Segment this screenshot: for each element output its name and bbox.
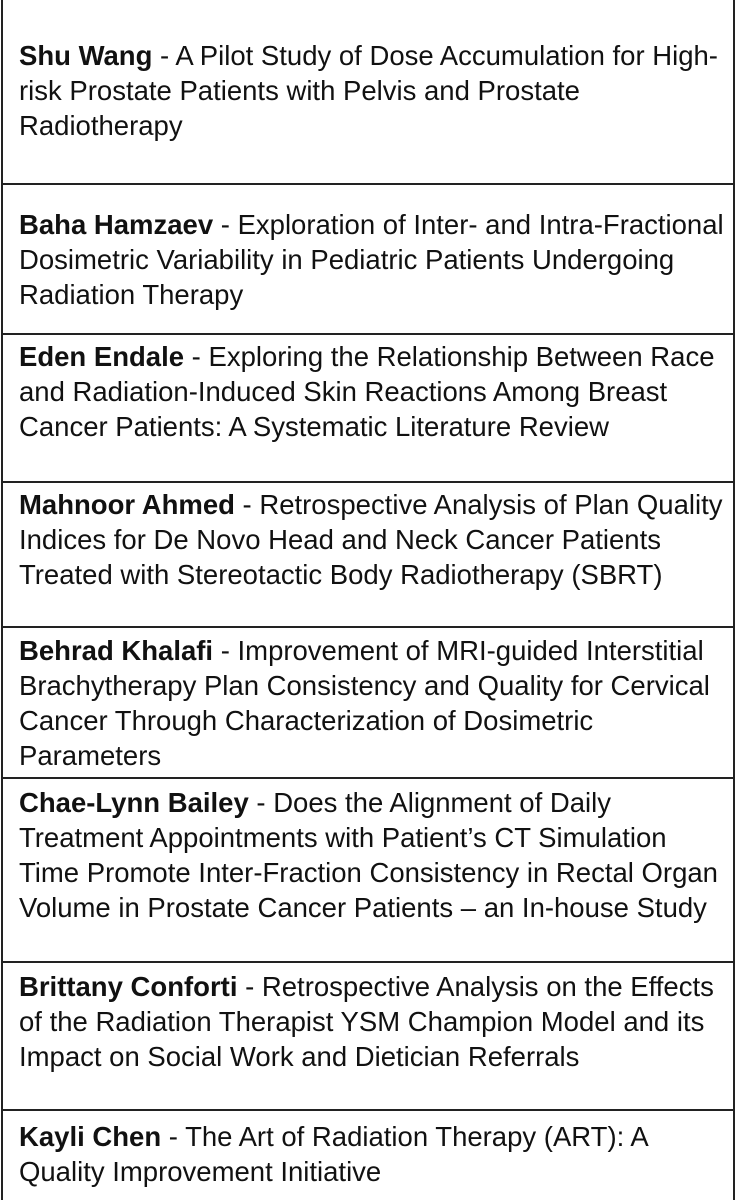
project-title: - The Art of Radiation Therapy (ART): A Quality Improvement Initiative — [19, 1121, 648, 1187]
student-name: Mahnoor Ahmed — [19, 489, 235, 520]
project-title: - Exploration of Inter- and Intra-Fractional Dosimetric Variability in Pediatric Patients Undergoing Radiation Therapy — [19, 209, 724, 310]
project-title: - A Pilot Study of Dose Accumulation for High-risk Prostate Patients with Pelvis and Prostate Radiotherapy — [19, 40, 718, 141]
table-row — [3, 963, 733, 1111]
student-name: Behrad Khalafi — [19, 635, 214, 666]
entry-text — [19, 207, 725, 312]
table-row — [3, 0, 733, 185]
student-name: Baha Hamzaev — [19, 209, 214, 240]
project-title: - Exploring the Relationship Between Race and Radiation-Induced Skin Reactions Among Breast Cancer Patients: A Systematic Literature Review — [19, 341, 715, 442]
student-name: Brittany Conforti — [19, 971, 238, 1002]
project-title: - Retrospective Analysis of Plan Quality Indices for De Novo Head and Neck Cancer Patients Treated with Stereotactic Body Radiotherapy (SBRT) — [19, 489, 723, 590]
student-name: Shu Wang — [19, 40, 153, 71]
entry-text — [19, 969, 725, 1074]
entry-text — [19, 1119, 725, 1189]
entry-text — [19, 487, 725, 592]
table-row — [3, 1111, 733, 1200]
entry-text — [19, 633, 725, 773]
table-row — [3, 779, 733, 963]
project-title: - Retrospective Analysis on the Effects of the Radiation Therapist YSM Champion Model and its Impact on Social Work and Dietician Referrals — [19, 971, 714, 1072]
table-row — [3, 628, 733, 779]
project-title: - Improvement of MRI-guided Interstitial Brachytherapy Plan Consistency and Quality for Cervical Cancer Through Characterization of Dosimetric Parameters — [19, 635, 710, 771]
entry-text — [19, 38, 725, 143]
student-name: Eden Endale — [19, 341, 185, 372]
entry-text — [19, 339, 725, 444]
project-table — [1, 0, 735, 1200]
table-row — [3, 185, 733, 335]
table-row — [3, 335, 733, 483]
entry-text — [19, 785, 725, 925]
student-name: Kayli Chen — [19, 1121, 162, 1152]
table-row — [3, 483, 733, 628]
project-title: - Does the Alignment of Daily Treatment Appointments with Patient’s CT Simulation Time Promote Inter-Fraction Consistency in Rectal Organ Volume in Prostate Cancer Patients – an In-house Study — [19, 787, 718, 923]
student-name: Chae-Lynn Bailey — [19, 787, 249, 818]
